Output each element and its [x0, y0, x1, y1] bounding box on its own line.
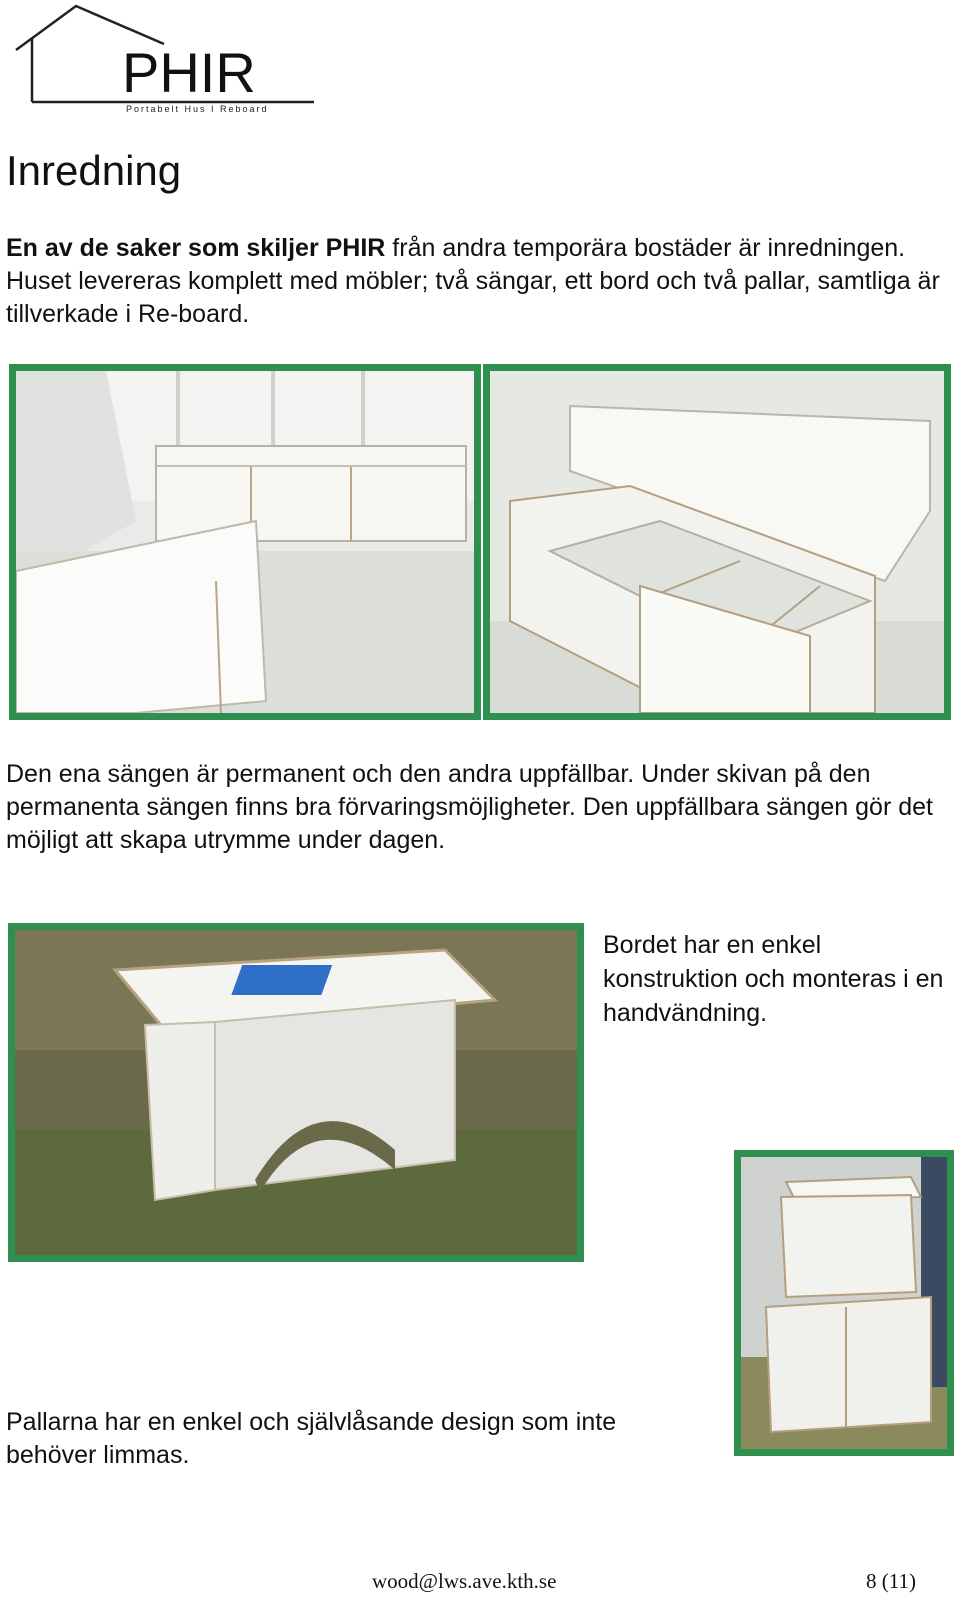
intro-rest: från andra temporära bostäder är inredningen. Huset levereras komplett med möbler; två sängar, ett bord och två pallar, samtliga är tillverkade i Re-board.	[6, 234, 940, 328]
photo-permanent-bed	[9, 364, 481, 720]
intro-paragraph	[6, 232, 946, 331]
logo-tagline: Portabelt Hus I Reboard	[126, 104, 269, 114]
phir-logo	[14, 4, 324, 116]
footer-email: wood@lws.ave.kth.se	[372, 1569, 557, 1593]
table-caption: Bordet har en enkel konstruktion och monteras i en handvändning.	[603, 931, 944, 1027]
stools-caption: Pallarna har en enkel och självlåsande design som inte behöver limmas.	[6, 1408, 617, 1469]
intro-lead: En av de saker som skiljer PHIR	[6, 234, 386, 262]
logo-wordmark: PHIR	[122, 41, 256, 104]
photo-stools	[734, 1150, 954, 1456]
photo-folding-bed	[483, 364, 951, 720]
page-title: Inredning	[6, 147, 182, 194]
page-number: 8 (11)	[866, 1569, 916, 1593]
photo-table	[8, 923, 584, 1262]
beds-caption: Den ena sängen är permanent och den andra uppfällbar. Under skivan på den permanenta sängen finns bra förvaringsmöjligheter. Den uppfällbara sängen gör det möjligt att skapa utrymme under dagen.	[6, 760, 933, 854]
house-logo-icon	[14, 4, 324, 116]
